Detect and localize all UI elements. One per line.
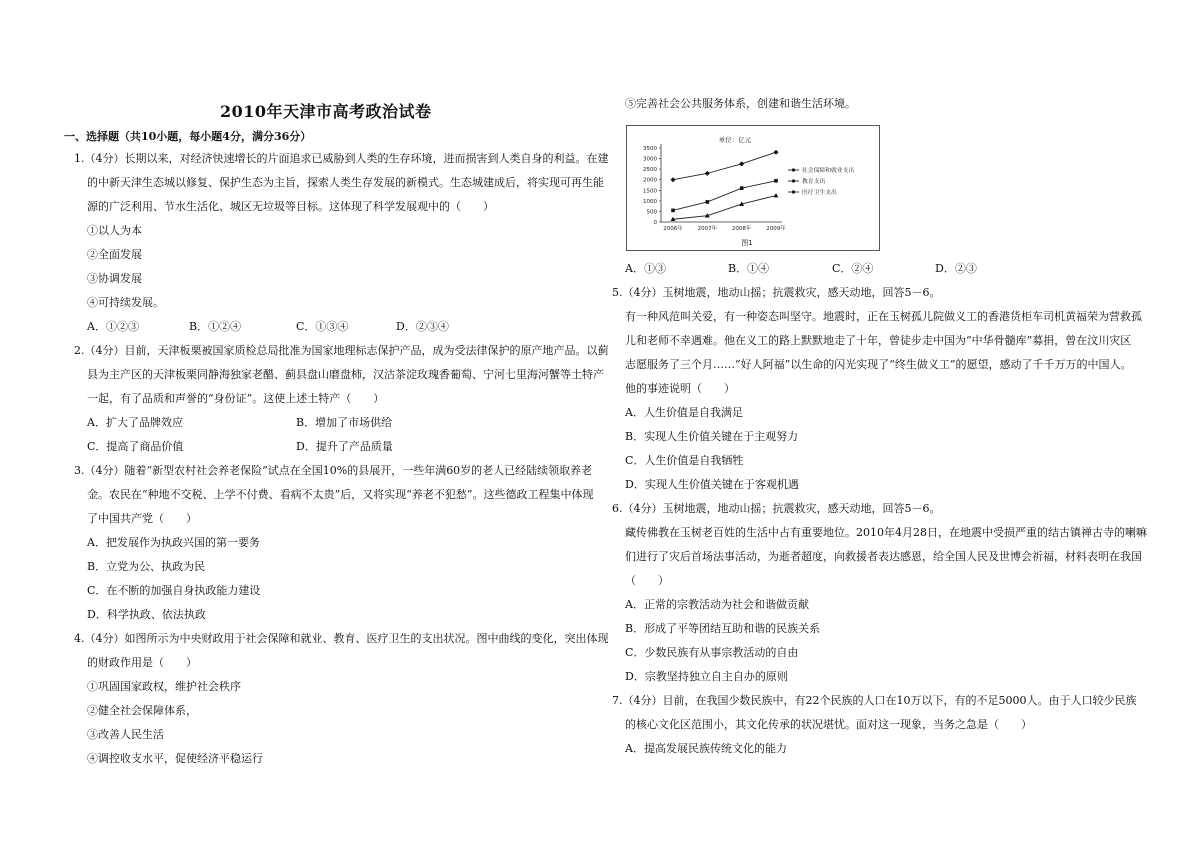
q7-line-1: 7.（4分）目前，在我国少数民族中，有22个民族的人口在10万以下，有的不足5000人。由于人口较少民族 <box>612 694 1137 707</box>
q4-item-1: ①巩固国家政权，维护社会秩序 <box>87 680 241 693</box>
q1-item-2: ②全面发展 <box>87 248 142 261</box>
q2-option-c[interactable]: C．提高了商品价值 <box>87 440 184 453</box>
q1-option-c[interactable]: C．①③④ <box>296 320 349 333</box>
q5-option-b[interactable]: B．实现人生价值关键在于主观努力 <box>625 430 799 443</box>
q4-item-2: ②健全社会保障体系， <box>87 704 197 717</box>
q3-line-1: 3.（4分）随着“新型农村社会养老保险”试点在全国10%的县展开，一些年满60岁的老人已经陆续领取养老 <box>74 464 593 477</box>
q1-line-3: 源的广泛利用、节水生活化、城区无垃圾等目标。这体现了科学发展观中的（ ） <box>87 200 494 213</box>
q1-item-3: ③协调发展 <box>87 272 142 285</box>
chart-title: 单位：亿元 <box>718 136 752 144</box>
q4-line-1: 4.（4分）如图所示为中央财政用于社会保障和就业、教育、医疗卫生的支出状况。图中曲线的变化，突出体现 <box>74 632 609 645</box>
q2-option-a[interactable]: A．扩大了品牌效应 <box>87 416 183 429</box>
series-line-1 <box>673 181 776 211</box>
q5-line-2: 有一种风范叫关爱，有一种姿态叫坚守。地震时，正在玉树孤儿院做义工的香港货柜车司机黄福荣为营救孤 <box>625 310 1142 323</box>
q2-line-1: 2.（4分）目前，天津板栗被国家质检总局批准为国家地理标志保护产品，成为受法律保护的原产地产品。以蓟 <box>74 344 609 357</box>
q4-line-2: 的财政作用是（ ） <box>87 656 197 669</box>
series-2-point-3 <box>774 193 779 197</box>
section-heading: 一、选择题（共10小题，每小题4分，满分36分） <box>64 130 312 143</box>
series-line-0 <box>673 152 776 179</box>
legend-label-0: 社会保障和就业支出 <box>802 168 855 174</box>
q1-option-d[interactable]: D．②③④ <box>396 320 449 333</box>
y-tick-label-1500: 1500 <box>643 188 657 195</box>
y-tick-label-2000: 2000 <box>643 177 657 184</box>
paper-title: 2010年天津市高考政治试卷 <box>220 102 432 121</box>
q1-option-b[interactable]: B．①②④ <box>189 320 242 333</box>
y-tick-label-1000: 1000 <box>643 198 657 205</box>
x-tick-label-0: 2006年 <box>663 226 683 232</box>
q6-option-d[interactable]: D．宗教坚持独立自主自办的原则 <box>625 670 788 683</box>
series-0-point-0 <box>671 177 676 182</box>
q5-line-4: 志愿服务了三个月……“好人阿福”以生命的闪光实现了“终生做义工”的愿望，感动了千千万万的中国人。 <box>625 358 1132 371</box>
q3-option-c[interactable]: C．在不断的加强自身执政能力建设 <box>87 584 261 597</box>
q1-item-1: ①以人为本 <box>87 224 142 237</box>
q1-option-a[interactable]: A．①②③ <box>87 320 139 333</box>
x-tick-label-1: 2007年 <box>697 226 718 232</box>
q5-line-1: 5.（4分）玉树地震，地动山摇；抗震救灾，感天动地，回答5－6。 <box>612 286 941 299</box>
q2-option-b[interactable]: B．增加了市场供给 <box>296 416 393 429</box>
q4-option-b[interactable]: B．①④ <box>728 262 770 275</box>
q4-option-c[interactable]: C．②④ <box>832 262 874 275</box>
chart-figure <box>626 125 880 251</box>
line-chart <box>627 126 879 250</box>
q6-option-b[interactable]: B．形成了平等团结互助和谐的民族关系 <box>625 622 821 635</box>
q6-option-a[interactable]: A．正常的宗教活动为社会和谐做贡献 <box>625 598 809 611</box>
y-tick-label-500: 500 <box>646 209 657 216</box>
q6-line-3: 们进行了灾后首场法事活动，为逝者超度，向救援者表达感恩，给全国人民及世博会祈福，材料表明在我国 <box>625 550 1142 563</box>
series-0-point-1 <box>705 171 710 176</box>
series-line-2 <box>673 196 776 220</box>
q4-item-5: ⑤完善社会公共服务体系，创建和谐生活环境。 <box>625 97 856 110</box>
legend-label-2: 医疗卫生支出 <box>802 190 837 196</box>
q4-option-d[interactable]: D．②③ <box>935 262 977 275</box>
series-1-point-1 <box>706 200 710 204</box>
q1-line-2: 的中新天津生态城以修复、保护生态为主旨，探索人类生存发展的新模式。生态城建成后，将实现可再生能 <box>87 176 604 189</box>
q4-item-4: ④调控收支水平，促使经济平稳运行 <box>87 752 263 765</box>
q1-line-1: 1.（4分）长期以来，对经济快速增长的片面追求已威胁到人类的生存环境，进而损害到人类自身的利益。在建 <box>74 152 609 165</box>
q3-option-a[interactable]: A．把发展作为执政兴国的第一要务 <box>87 536 260 549</box>
q2-line-2: 县为主产区的天津板栗同静海独家老醋、蓟县盘山磨盘柿，汉沽茶淀玫瑰香葡萄、宁河七里海河蟹等土特产 <box>87 368 604 381</box>
legend-marker-0 <box>792 168 795 171</box>
q1-item-4: ④可持续发展。 <box>87 296 164 309</box>
y-tick-label-2500: 2500 <box>643 167 657 174</box>
y-tick-label-3000: 3000 <box>643 156 657 163</box>
series-1-point-3 <box>774 179 778 183</box>
q5-line-5: 他的事迹说明（ ） <box>625 382 735 395</box>
q6-line-2: 藏传佛教在玉树老百姓的生活中占有重要地位。2010年4月28日，在地震中受损严重的结古镇禅古寺的喇嘛 <box>625 526 1147 539</box>
q3-line-3: 了中国共产党（ ） <box>87 512 197 525</box>
legend-label-1: 教育支出 <box>802 179 826 185</box>
q5-option-a[interactable]: A．人生价值是自我满足 <box>625 406 743 419</box>
legend-marker-2 <box>792 190 795 193</box>
q6-line-1: 6.（4分）玉树地震，地动山摇；抗震救灾，感天动地，回答5－6。 <box>612 502 941 515</box>
chart-caption: 图1 <box>741 239 753 247</box>
legend-marker-1 <box>792 179 795 182</box>
q5-line-3: 儿和老师不幸遇难。他在义工的路上默默地走了十年，曾徒步走中国为“中华骨髓库”募捐，曾在汶川灾区 <box>625 334 1132 347</box>
series-0-point-3 <box>774 150 779 155</box>
series-1-point-0 <box>671 209 675 213</box>
q6-option-c[interactable]: C．少数民族有从事宗教活动的自由 <box>625 646 799 659</box>
x-tick-label-2: 2008年 <box>731 226 752 232</box>
y-tick-label-0: 0 <box>653 220 657 226</box>
q7-line-2: 的核心文化区范围小，其文化传承的状况堪忧。面对这一现象，当务之急是（ ） <box>625 718 1032 731</box>
series-1-point-2 <box>740 186 744 190</box>
q4-option-a[interactable]: A．①③ <box>625 262 666 275</box>
q3-line-2: 金。农民在“种地不交税、上学不付费、看病不太贵”后，又将实现“养老不犯愁”。这些德政工程集中体现 <box>87 488 594 501</box>
series-0-point-2 <box>739 161 744 166</box>
q5-option-d[interactable]: D．实现人生价值关键在于客观机遇 <box>625 478 799 491</box>
q4-item-3: ③改善人民生活 <box>87 728 164 741</box>
q2-line-3: 一起，有了品质和声誉的“身份证”。这使上述土特产（ ） <box>87 392 385 405</box>
q6-line-4: （ ） <box>625 574 669 587</box>
y-tick-label-3500: 3500 <box>643 146 657 152</box>
q5-option-c[interactable]: C．人生价值是自我牺牲 <box>625 454 744 467</box>
q3-option-d[interactable]: D．科学执政、依法执政 <box>87 608 206 621</box>
q7-option-a[interactable]: A．提高发展民族传统文化的能力 <box>625 742 787 755</box>
q3-option-b[interactable]: B．立党为公、执政为民 <box>87 560 206 573</box>
q2-option-d[interactable]: D．提升了产品质量 <box>296 440 393 453</box>
x-tick-label-3: 2009年 <box>766 226 786 232</box>
